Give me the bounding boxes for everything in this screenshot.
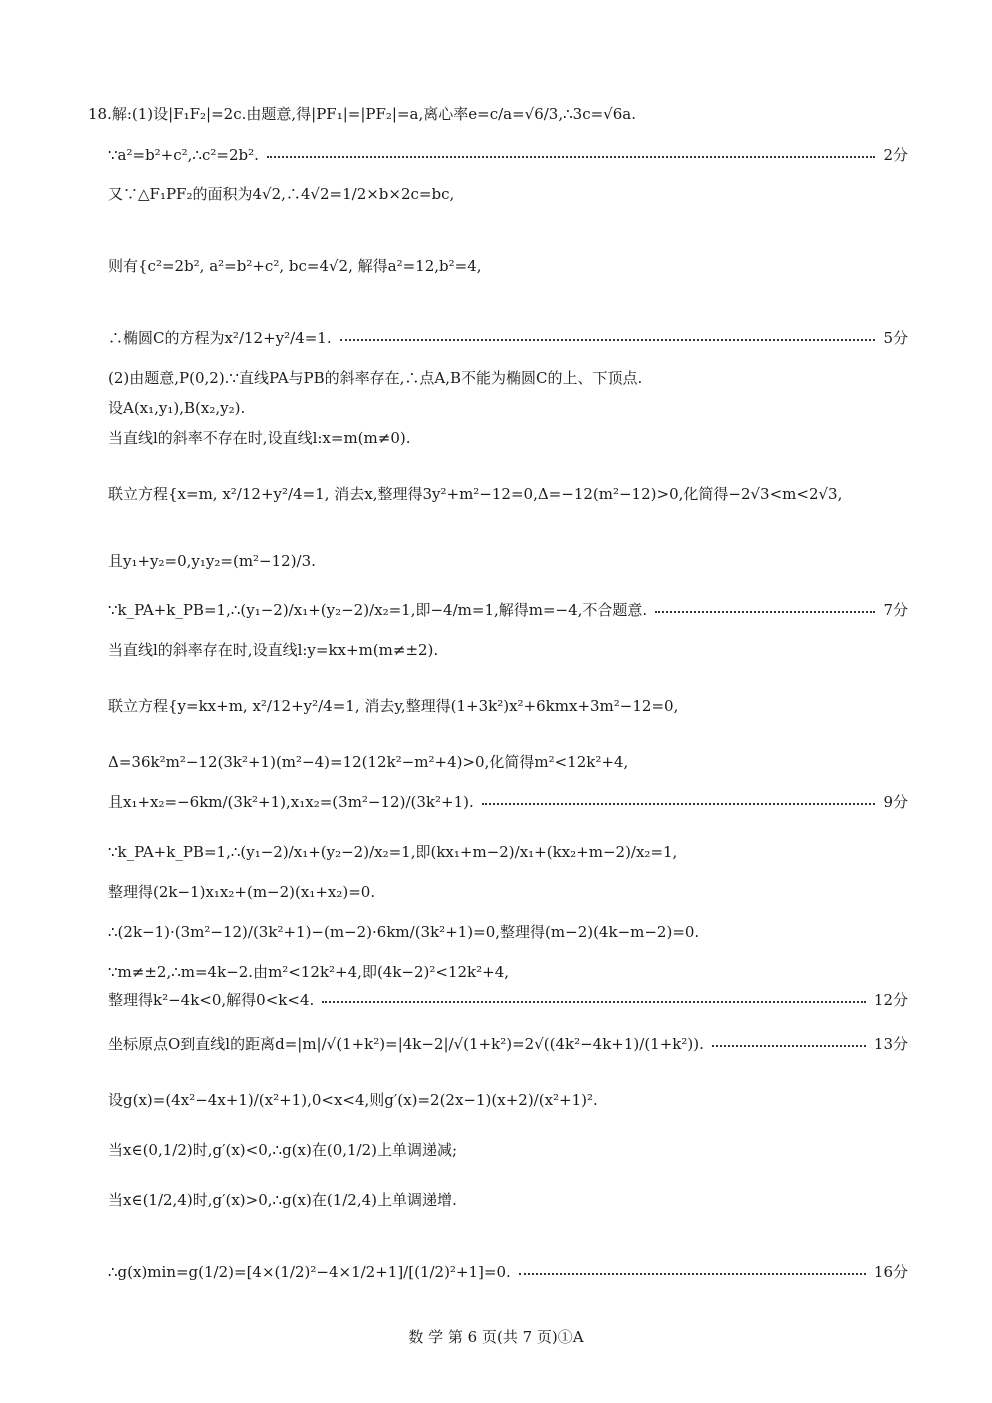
line-text: 且y₁+y₂=0,y₁y₂=(m²−12)/3. (108, 552, 316, 570)
solution-line-19 (108, 962, 908, 982)
solution-line-6 (108, 368, 908, 388)
score-label: 12分 (873, 991, 908, 1009)
solution-line-1 (88, 104, 908, 124)
score-label: 5分 (883, 329, 908, 347)
line-text: 整理得(2k−1)x₁x₂+(m−2)(x₁+x₂)=0. (108, 883, 376, 901)
solution-line-7 (108, 398, 908, 418)
solution-line-3 (108, 184, 908, 204)
solution-line-18 (108, 922, 908, 942)
solution-line-17 (108, 882, 908, 902)
line-text: ∴(2k−1)·(3m²−12)/(3k²+1)−(m−2)·6km/(3k²+1)=0,整理得(m−2)(4k−m−2)=0. (108, 923, 700, 941)
solution-line-21 (108, 1034, 908, 1054)
line-text: ∵k_PA+k_PB=1,∴(y₁−2)/x₁+(y₂−2)/x₂=1,即−4/m=1,解得m=−4,不合题意. (108, 601, 648, 619)
line-text: 整理得k²−4k<0,解得0<k<4. (108, 991, 315, 1009)
solution-line-2 (108, 145, 908, 165)
solution-line-22 (108, 1090, 908, 1110)
solution-line-23 (108, 1140, 908, 1160)
score-label: 9分 (883, 793, 908, 811)
solution-line-12 (108, 640, 908, 660)
line-text: Δ=36k²m²−12(3k²+1)(m²−4)=12(12k²−m²+4)>0,化简得m²<12k²+4, (108, 753, 629, 771)
solution-line-9 (108, 484, 908, 504)
solution-line-24 (108, 1190, 908, 1210)
line-text: ∵k_PA+k_PB=1,∴(y₁−2)/x₁+(y₂−2)/x₂=1,即(kx₁+m−2)/x₁+(kx₂+m−2)/x₂=1, (108, 843, 678, 861)
solution-line-4 (108, 256, 908, 276)
line-text: 设g(x)=(4x²−4x+1)/(x²+1),0<x<4,则g′(x)=2(2x−1)(x+2)/(x²+1)². (108, 1091, 598, 1109)
line-text: 联立方程{x=m, x²/12+y²/4=1, 消去x,整理得3y²+m²−12=0,Δ=−12(m²−12)>0,化简得−2√3<m<2√3, (108, 485, 843, 503)
line-text: ∵m≠±2,∴m=4k−2.由m²<12k²+4,即(4k−2)²<12k²+4, (108, 963, 510, 981)
leader-dots (322, 1001, 866, 1003)
score-label: 2分 (883, 146, 908, 164)
leader-dots (519, 1273, 866, 1275)
solution-line-15 (108, 792, 908, 812)
leader-dots (340, 339, 876, 341)
solution-line-14 (108, 752, 908, 772)
line-text: 当x∈(1/2,4)时,g′(x)>0,∴g(x)在(1/2,4)上单调递增. (108, 1191, 457, 1209)
line-text: 18.解:(1)设|F₁F₂|=2c.由题意,得|PF₁|=|PF₂|=a,离心率e=c/a=√6/3,∴3c=√6a. (88, 105, 636, 123)
line-text: 又∵△F₁PF₂的面积为4√2,∴4√2=1/2×b×2c=bc, (108, 185, 455, 203)
line-text: 设A(x₁,y₁),B(x₂,y₂). (108, 399, 246, 417)
line-text: 当直线l的斜率存在时,设直线l:y=kx+m(m≠±2). (108, 641, 439, 659)
line-text: 且x₁+x₂=−6km/(3k²+1),x₁x₂=(3m²−12)/(3k²+1). (108, 793, 474, 811)
leader-dots (267, 156, 876, 158)
leader-dots (712, 1045, 866, 1047)
leader-dots (482, 803, 876, 805)
line-text: ∴椭圆C的方程为x²/12+y²/4=1. (108, 329, 332, 347)
solution-line-16 (108, 842, 908, 862)
line-text: 当x∈(0,1/2)时,g′(x)<0,∴g(x)在(0,1/2)上单调递减; (108, 1141, 458, 1159)
line-text: (2)由题意,P(0,2).∵直线PA与PB的斜率存在,∴点A,B不能为椭圆C的上、下顶点. (108, 369, 643, 387)
solution-line-20 (108, 990, 908, 1010)
line-text: 坐标原点O到直线l的距离d=|m|/√(1+k²)=|4k−2|/√(1+k²)=2√((4k²−4k+1)/(1+k²)). (108, 1035, 704, 1053)
solution-line-8 (108, 428, 908, 448)
solution-line-5 (108, 328, 908, 348)
line-text: 联立方程{y=kx+m, x²/12+y²/4=1, 消去y,整理得(1+3k²)x²+6kmx+3m²−12=0, (108, 697, 679, 715)
line-text: 当直线l的斜率不存在时,设直线l:x=m(m≠0). (108, 429, 411, 447)
solution-line-11 (108, 600, 908, 620)
line-text: ∵a²=b²+c²,∴c²=2b². (108, 146, 259, 164)
solution-line-13 (108, 696, 908, 716)
line-text: 则有{c²=2b², a²=b²+c², bc=4√2, 解得a²=12,b²=4, (108, 257, 482, 275)
score-label: 16分 (873, 1263, 908, 1281)
score-label: 13分 (873, 1035, 908, 1053)
solution-line-25 (108, 1262, 908, 1282)
line-text: ∴g(x)min=g(1/2)=[4×(1/2)²−4×1/2+1]/[(1/2)²+1]=0. (108, 1263, 511, 1281)
page-footer: 数 学 第 6 页(共 7 页)①A (408, 1328, 584, 1346)
leader-dots (655, 611, 875, 613)
score-label: 7分 (883, 601, 908, 619)
solution-line-10 (108, 551, 908, 571)
